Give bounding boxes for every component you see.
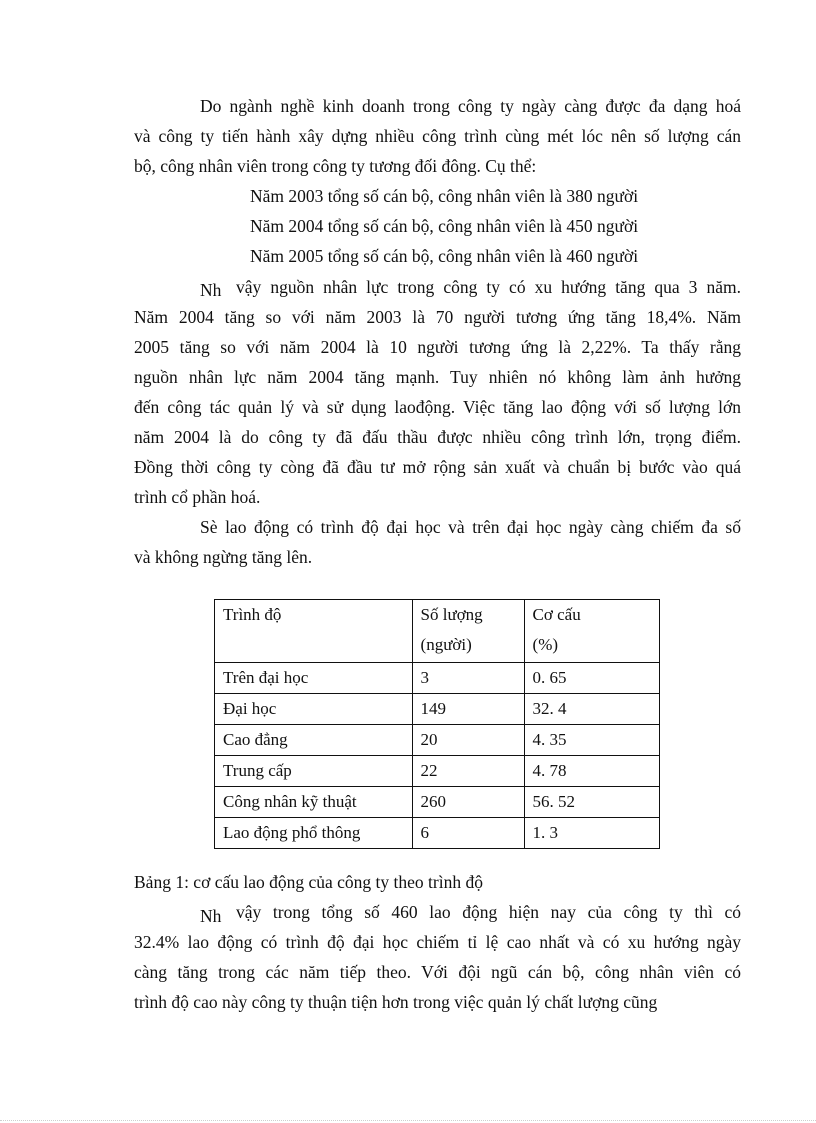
table-row: [215, 756, 660, 787]
table-row: [215, 787, 660, 818]
paragraph-2-line-3: 2005 tăng so với năm 2004 là 10 người tương ứng là 2,22%. Ta thấy rằng: [134, 337, 741, 357]
paragraph-3-line-2: và không ngừng tăng lên.: [134, 547, 313, 567]
year-2005-line: Năm 2005 tổng số cán bộ, công nhân viên là 460 người: [250, 246, 639, 266]
header-structure-line-2: (%): [532, 635, 559, 654]
table-row: [215, 694, 660, 725]
header-count-line-2: (người): [420, 635, 472, 654]
table-row: [215, 818, 660, 849]
cell-level: Công nhân kỹ thuật: [215, 787, 413, 818]
table-header-row: [215, 600, 660, 663]
page-bottom-divider: [0, 1120, 816, 1121]
cell-level: Cao đẳng: [215, 725, 413, 756]
cell-level: Lao động phổ thông: [215, 818, 413, 849]
cell-count: 20: [412, 725, 524, 756]
paragraph-2-line-5: đến công tác quản lý và sử dụng laođộng. Việc tăng lao động với số lượng lớn: [134, 397, 741, 417]
paragraph-1-line-2: và công ty tiến hành xây dựng nhiều công trình cùng mét lóc nên số lượng cán: [134, 126, 741, 146]
cell-structure: 56. 52: [524, 787, 659, 818]
header-structure-line-1: Cơ cấu: [532, 605, 581, 624]
paragraph-2-line-2: Năm 2004 tăng so với năm 2003 là 70 người tương ứng tăng 18,4%. Năm: [134, 307, 741, 327]
cell-level: Trên đại học: [215, 663, 413, 694]
paragraph-2-line-6: năm 2004 là do công ty đã đấu thầu được nhiều công trình lớn, trọng điểm.: [134, 427, 741, 447]
cell-structure: 1. 3: [524, 818, 659, 849]
paragraph-4-line-3: càng tăng trong các năm tiếp theo. Với đội ngũ cán bộ, công nhân viên có: [134, 962, 741, 982]
education-level-table: [214, 599, 660, 849]
cell-count: 3: [412, 663, 524, 694]
paragraph-2-line-4: nguồn nhân lực năm 2004 tăng mạnh. Tuy nhiên nó không làm ảnh hưởng: [134, 367, 741, 387]
paragraph-4-line-2: 32.4% lao động có trình độ đại học chiếm tỉ lệ cao nhất và có xu hướng ngày: [134, 932, 741, 952]
paragraph-4-line-4: trình độ cao này công ty thuận tiện hơn trong việc quản lý chất lượng cũng: [134, 992, 658, 1012]
cell-count: 149: [412, 694, 524, 725]
paragraph-4-nh: Nh: [200, 906, 222, 926]
paragraph-3-line-1: Sè lao động có trình độ đại học và trên đại học ngày càng chiếm đa số: [200, 517, 741, 537]
paragraph-2-line-7: Đồng thời công ty còng đã đầu tư mở rộng sản xuất và chuẩn bị bước vào quá: [134, 457, 741, 477]
table-caption: Bảng 1: cơ cấu lao động của công ty theo trình độ: [134, 872, 483, 892]
paragraph-2-line-1: vậy nguồn nhân lực trong công ty có xu hướng tăng qua 3 năm.: [236, 277, 741, 297]
paragraph-2-nh: Nh: [200, 280, 222, 300]
paragraph-4-line-1: vậy trong tổng số 460 lao động hiện nay của công ty thì có: [236, 902, 741, 922]
cell-structure: 0. 65: [524, 663, 659, 694]
year-2004-line: Năm 2004 tổng số cán bộ, công nhân viên là 450 người: [250, 216, 639, 236]
table-row: [215, 663, 660, 694]
paragraph-2-line-8: trình cổ phần hoá.: [134, 487, 261, 507]
cell-count: 6: [412, 818, 524, 849]
cell-count: 260: [412, 787, 524, 818]
cell-level: Đại học: [215, 694, 413, 725]
table-row: [215, 725, 660, 756]
cell-structure: 4. 35: [524, 725, 659, 756]
year-2003-line: Năm 2003 tổng số cán bộ, công nhân viên là 380 người: [250, 186, 639, 206]
cell-count: 22: [412, 756, 524, 787]
cell-structure: 4. 78: [524, 756, 659, 787]
paragraph-1-line-1: Do ngành nghề kinh doanh trong công ty ngày càng được đa dạng hoá: [200, 96, 741, 116]
header-cell-level: [215, 600, 413, 663]
cell-level: Trung cấp: [215, 756, 413, 787]
cell-structure: 32. 4: [524, 694, 659, 725]
header-cell-structure: [524, 600, 659, 663]
paragraph-1-line-3: bộ, công nhân viên trong công ty tương đối đông. Cụ thể:: [134, 156, 537, 176]
header-cell-count: [412, 600, 524, 663]
header-level-text: Trình độ: [223, 605, 282, 624]
header-count-line-1: Số lượng: [420, 605, 483, 624]
